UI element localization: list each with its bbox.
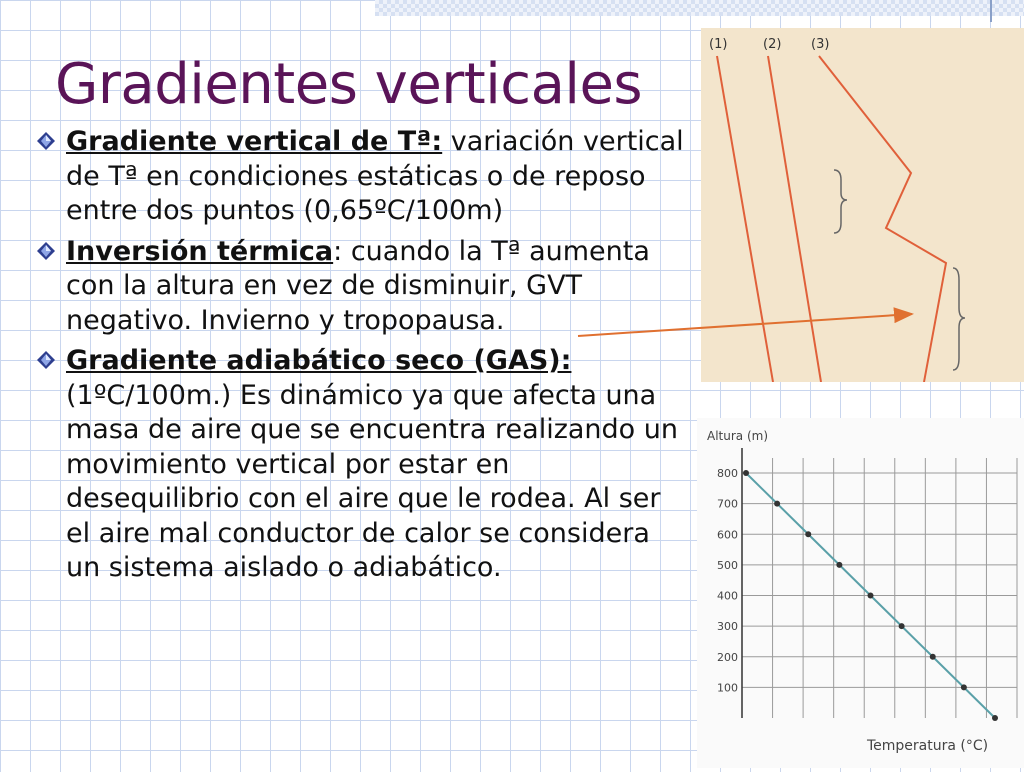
inversion-brace-upper [834,170,847,233]
bullet-item-gradiente-adiabatico [30,344,690,586]
diamond-bullet-icon [36,350,56,370]
bullet-item-gradiente-vertical [30,125,690,229]
temperature-profile-svg [701,28,1024,382]
chart-data-point [743,470,749,476]
chart-data-point [774,501,780,507]
chart-y-tick-label: 600 [717,528,738,542]
chart-y-tick-label: 100 [717,681,738,695]
diamond-bullet-icon [36,241,56,261]
chart-y-tick-label: 500 [717,558,738,572]
bullet-item-inversion-termica [30,235,690,339]
chart-y-tick-label: 300 [717,620,738,634]
chart-data-point [961,684,967,690]
profile-line-3 [819,56,946,382]
chart-data-point [836,562,842,568]
chart-data-point [930,654,936,660]
chart-data-point [992,715,998,721]
decorative-top-line [990,0,992,22]
profile-line-1 [717,56,773,382]
decorative-top-band [375,0,1024,16]
bullet-body: variación vertical de Tª en condiciones estáticas o de reposo entre dos puntos (0,65ºC/100m) [66,126,684,226]
adiabatic-chart [697,418,1024,768]
chart-xlabel: Temperatura (°C) [867,738,989,754]
bullet-term: Gradiente adiabático seco (GAS): [66,345,572,376]
chart-data-point [899,623,905,629]
chart-data-point [805,531,811,537]
inversion-brace-lower [953,268,965,370]
chart-y-tick-label: 700 [717,497,738,511]
bullet-text [66,344,690,586]
chart-ylabel: Altura (m) [707,429,769,443]
chart-y-tick-label: 800 [717,467,738,480]
bullet-text [66,125,690,229]
slide-title: Gradientes verticales [55,52,643,117]
bullet-body: : cuando la Tª aumenta con la altura en vez de disminuir, GVT negativo. Invierno y tropopausa. [66,235,650,336]
chart-data-point [868,593,874,599]
bullet-term: Gradiente vertical de Tª: [66,126,443,157]
bullet-text [66,235,690,339]
chart-y-tick-label: 200 [717,650,738,664]
profile-label-1: (1) [709,37,728,52]
bullet-term: Inversión térmica [66,235,334,267]
temperature-profile-figure [701,28,1024,382]
profile-label-2: (2) [763,37,782,52]
adiabatic-chart-svg [697,418,1024,768]
bullet-list [30,125,690,592]
bullet-body: (1ºC/100m.) Es dinámico ya que afecta una masa de aire que se encuentra realizando un movimiento vertical por estar en desequilibrio con el aire que le rodea. Al ser el aire mal conductor de calor se considera un sistema aislado o adiabático. [66,379,679,583]
profile-line-2 [768,56,821,382]
profile-label-3: (3) [811,37,830,52]
chart-y-tick-label: 400 [717,589,738,603]
diamond-bullet-icon [36,131,56,151]
